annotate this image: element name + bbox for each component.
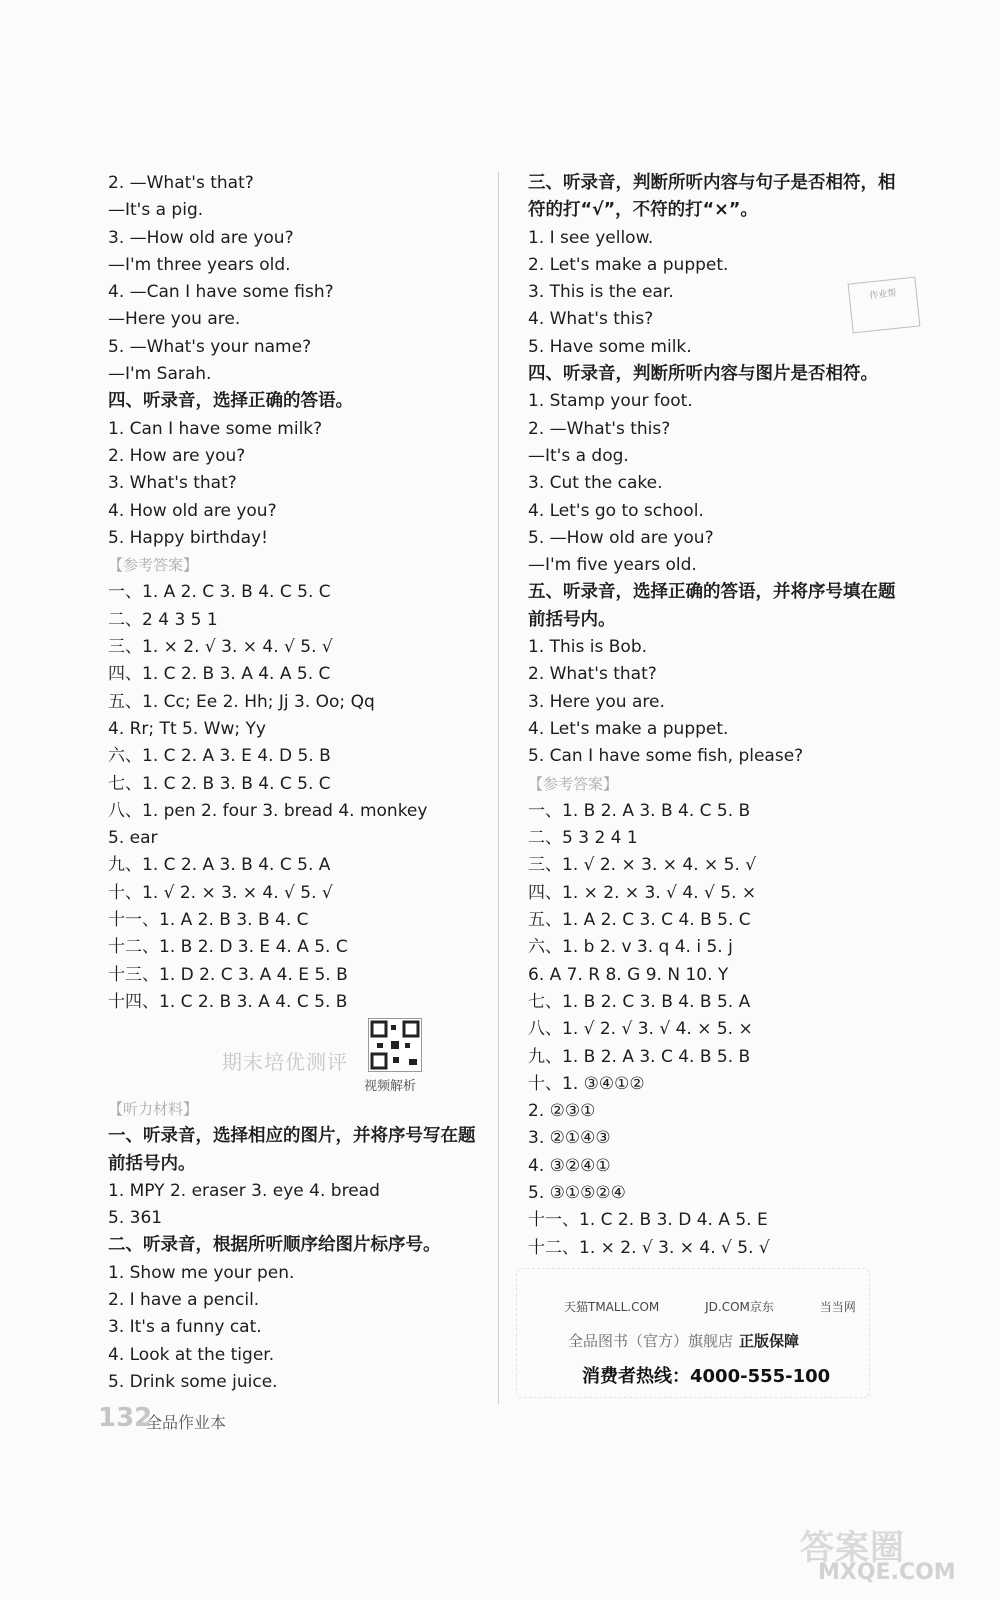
- text-line: 一、1. B 2. A 3. B 4. C 5. B: [528, 800, 751, 821]
- jd-logo: JD.COM京东: [705, 1300, 774, 1314]
- text-line: —I'm Sarah.: [108, 364, 212, 385]
- text-line: 三、听录音，判断所听内容与句子是否相符，相: [528, 173, 896, 193]
- guarantee-label: 正版保障: [739, 1332, 800, 1350]
- text-line: 二、2 4 3 5 1: [108, 609, 218, 630]
- text-line: 十、1. ③④①②: [528, 1073, 645, 1094]
- tmall-logo: 天猫TMALL.COM: [564, 1300, 660, 1314]
- text-line: 四、1. × 2. × 3. √ 4. √ 5. ×: [528, 882, 757, 903]
- text-line: 4. Let's go to school.: [528, 500, 704, 521]
- text-line: —It's a pig.: [108, 200, 204, 221]
- text-line: 七、1. B 2. C 3. B 4. B 5. A: [528, 991, 751, 1012]
- text-line: 五、1. Cc; Ee 2. Hh; Jj 3. Oo; Qq: [108, 691, 375, 712]
- text-line: 1. Stamp your foot.: [528, 391, 693, 412]
- text-line: 十四、1. C 2. B 3. A 4. C 5. B: [108, 991, 348, 1012]
- text-line: 4. Let's make a puppet.: [528, 718, 729, 739]
- text-line: 5. Have some milk.: [528, 336, 692, 357]
- text-line: 三、1. × 2. √ 3. × 4. √ 5. √: [108, 637, 333, 658]
- text-line: 一、听录音，选择相应的图片，并将序号写在题: [108, 1126, 476, 1147]
- text-line: 九、1. B 2. A 3. C 4. B 5. B: [528, 1046, 751, 1067]
- text-line: 5. ear: [108, 828, 158, 849]
- text-line: 4. ③②④①: [528, 1155, 611, 1176]
- text-line: 符的打“√”，不符的打“×”。: [528, 200, 758, 221]
- text-line: 2. I have a pencil.: [108, 1290, 260, 1311]
- text-line: 2. —What's this?: [528, 418, 671, 439]
- text-line: 十一、1. C 2. B 3. D 4. A 5. E: [528, 1210, 768, 1231]
- text-line: 十一、1. A 2. B 3. B 4. C: [108, 910, 309, 931]
- text-line: 六、1. C 2. A 3. E 4. D 5. B: [108, 746, 331, 767]
- text-line: 二、5 3 2 4 1: [528, 828, 638, 849]
- text-line: 四、1. C 2. B 3. A 4. A 5. C: [108, 664, 331, 685]
- text-line: 5. Drink some juice.: [108, 1371, 278, 1392]
- text-line: 十、1. √ 2. × 3. × 4. √ 5. √: [108, 882, 333, 903]
- column-divider: [498, 172, 499, 1404]
- text-line: 1. MPY 2. eraser 3. eye 4. bread: [108, 1180, 380, 1201]
- text-line: 2. How are you?: [108, 445, 246, 466]
- text-line: 十二、1. B 2. D 3. E 4. A 5. C: [108, 937, 348, 958]
- text-line: 4. What's this?: [528, 309, 654, 330]
- text-line: 3. It's a funny cat.: [108, 1317, 262, 1338]
- store-logos: [564, 1298, 898, 1315]
- text-line: —I'm three years old.: [108, 254, 291, 275]
- left-column: [108, 170, 478, 1016]
- text-line: 3. —How old are you?: [108, 227, 294, 248]
- text-line: 1. Can I have some milk?: [108, 418, 323, 439]
- text-line: 3. Here you are.: [528, 691, 665, 712]
- text-line: 二、听录音，根据所听顺序给图片标序号。: [108, 1235, 441, 1256]
- text-line: 八、1. pen 2. four 3. bread 4. monkey: [108, 800, 428, 821]
- right-column: [528, 170, 928, 1262]
- text-line: 5. —How old are you?: [528, 527, 714, 548]
- page-number: 132: [98, 1403, 153, 1433]
- text-line: 五、听录音，选择正确的答语，并将序号填在题: [528, 582, 896, 603]
- hotline: 消费者热线：4000-555-100: [582, 1366, 831, 1387]
- text-line: 八、1. √ 2. √ 3. √ 4. × 5. ×: [528, 1019, 753, 1040]
- text-line: 十三、1. D 2. C 3. A 4. E 5. B: [108, 964, 348, 985]
- text-line: 2. ②③①: [528, 1101, 596, 1122]
- text-line: 前括号内。: [108, 1153, 196, 1174]
- text-line: 3. ②①④③: [528, 1128, 611, 1149]
- text-line: 3. This is the ear.: [528, 282, 674, 303]
- text-line: 3. What's that?: [108, 473, 237, 494]
- text-line: 4. How old are you?: [108, 500, 277, 521]
- text-line: 2. What's that?: [528, 664, 657, 685]
- watermark-logo: 答案圈: [800, 1528, 905, 1568]
- text-line: 四、听录音，选择正确的答语。: [108, 391, 353, 412]
- text-line: 一、1. A 2. C 3. B 4. C 5. C: [108, 582, 331, 603]
- official-store: 全品图书（官方）旗舰店 正版保障: [568, 1332, 800, 1350]
- text-line: 【听力材料】: [108, 1100, 199, 1118]
- text-line: 6. A 7. R 8. G 9. N 10. Y: [528, 964, 729, 985]
- text-line: 【参考答案】: [528, 774, 619, 793]
- text-line: 七、1. C 2. B 3. B 4. C 5. C: [108, 773, 331, 794]
- text-line: —I'm five years old.: [528, 555, 697, 576]
- text-line: 1. Show me your pen.: [108, 1262, 295, 1283]
- stamp-watermark: 作业帮: [848, 277, 921, 334]
- text-line: 1. This is Bob.: [528, 637, 648, 658]
- text-line: 前括号内。: [528, 609, 616, 630]
- text-line: 3. Cut the cake.: [528, 473, 663, 494]
- footer-brand: 全品作业本: [146, 1413, 227, 1432]
- text-line: 2. —What's that?: [108, 173, 254, 193]
- text-line: 五、1. A 2. C 3. C 4. B 5. C: [528, 910, 751, 931]
- listening-material: [108, 1096, 488, 1396]
- text-line: 4. Rr; Tt 5. Ww; Yy: [108, 718, 266, 739]
- qr-label: 视频解析: [364, 1079, 417, 1094]
- text-line: —Here you are.: [108, 309, 241, 330]
- text-line: 三、1. √ 2. × 3. × 4. × 5. √: [528, 855, 757, 876]
- text-line: —It's a dog.: [528, 445, 629, 466]
- text-line: 1. I see yellow.: [528, 227, 654, 248]
- text-line: 4. Look at the tiger.: [108, 1344, 275, 1365]
- text-line: 4. —Can I have some fish?: [108, 282, 334, 303]
- dangdang-logo: 当当网: [819, 1300, 856, 1314]
- text-line: 十二、1. × 2. √ 3. × 4. √ 5. √: [528, 1237, 770, 1258]
- text-line: 5. Can I have some fish, please?: [528, 746, 804, 767]
- text-line: 5. ③①⑤②④: [528, 1182, 626, 1203]
- text-line: 5. 361: [108, 1208, 163, 1229]
- text-line: 九、1. C 2. A 3. B 4. C 5. A: [108, 855, 331, 876]
- text-line: 5. Happy birthday!: [108, 527, 268, 548]
- qr-code-icon: [368, 1018, 422, 1072]
- text-line: 四、听录音，判断所听内容与图片是否相符。: [528, 364, 878, 385]
- text-line: 5. —What's your name?: [108, 336, 312, 357]
- watermark-url: MXQE.COM: [818, 1560, 956, 1585]
- text-line: 【参考答案】: [108, 556, 199, 575]
- text-line: 2. Let's make a puppet.: [528, 254, 729, 275]
- text-line: 六、1. b 2. v 3. q 4. i 5. j: [528, 937, 733, 958]
- section-title: 期末培优测评: [222, 1050, 348, 1074]
